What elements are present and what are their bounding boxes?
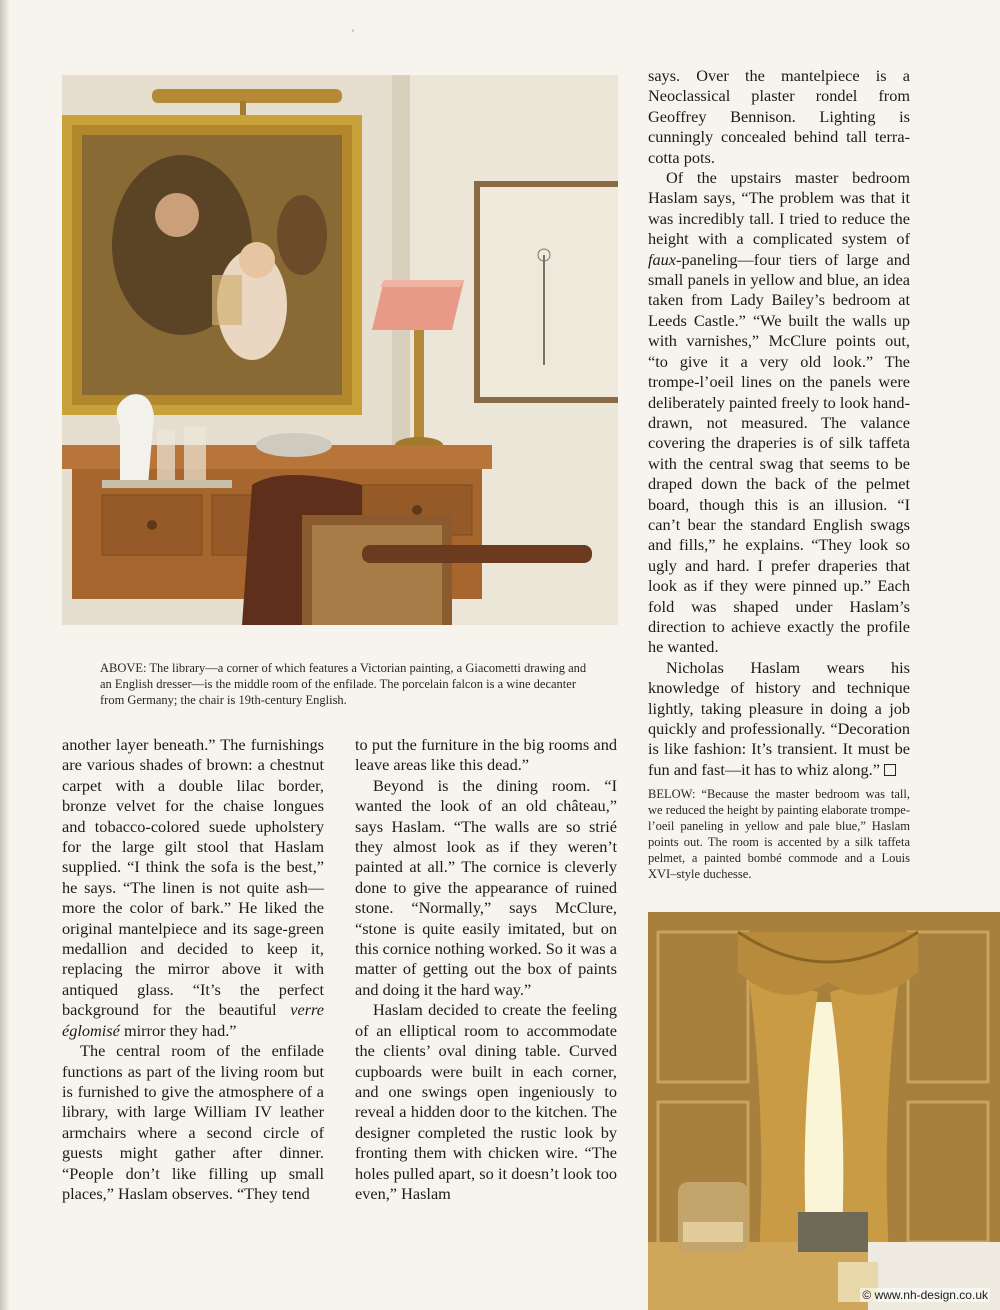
text-column-middle — [355, 735, 617, 1204]
right-paragraph-3 — [648, 658, 910, 780]
text-column-left — [62, 735, 324, 1204]
left-paragraph-1-end: mirror they had.” — [119, 1020, 237, 1040]
library-photo-caption: ABOVE: The library—a corner of which features a Victorian painting, a Giacometti drawing and an English dresser—is the middle room of the enfilade. The porcelain falcon is a wine decanter from Germany; the chair is 19th-century English. — [100, 661, 587, 707]
copyright-watermark: © www.nh-design.co.uk — [862, 1288, 988, 1302]
page-binding-shadow — [0, 0, 10, 1310]
middle-paragraph-3: Haslam decided to create the feeling of an elliptical room to accommodate the clients’ oval dining table. Curved cupboards were built in each corner, and one swings open ingeniously to reveal a hidden door to the kitchen. The designer completed the rustic look by fronting them with chicken wire. “The holes pulled apart, so it doesn’t look too even,” Haslam — [355, 1000, 617, 1203]
bedroom-photo-caption: BELOW: “Because the master bedroom was tall, we reduced the height by painting elaborate trompe-l’oeil paneling in yellow and pale blue,” Haslam points out. The room is accented by a silk taffeta pelmet, a painted bombé commode and a Louis XVI–style duchesse. — [648, 787, 910, 881]
right-paragraph-1: says. Over the mantelpiece is a Neoclassical plaster rondel from Geoffrey Bennison. Lighting is cunningly concealed behind tall terra-cotta pots. — [648, 66, 910, 167]
middle-paragraph-2: Beyond is the dining room. “I wanted the look of an old château,” says Haslam. “The walls are so strié they almost look as if they weren’t painted at all.” The cornice is cleverly done to give the appearance of ruined stone. “Normally,” says McClure, “stone is quite easily imitated, but on this cornice nothing worked. So it was a matter of getting out the box of paints and doing it the hard way.” — [355, 775, 617, 999]
left-paragraph-1 — [62, 735, 324, 1041]
text-column-right — [648, 66, 910, 780]
print-mark: ' — [352, 26, 355, 40]
right-paragraph-2-b: -paneling—four tiers of large and small panels in yellow and blue, an idea taken from Lady Bailey’s bedroom at Leeds Castle.” “We built the walls up with varnishes,” McClure points out, “to give it a very old look.” The trompe-l’oeil lines on the panels were deliberately painted freely to look hand-drawn, not measured. The valance covering the draperies is of silk taffeta with the central swag that seems to be draped down the back of the pelmet board, though this is an illusion. “I can’t bear the standard English swags and fills,” he explains. “They look so ugly and hard. I prefer draperies that look as if they were pinned up.” Each fold was shaped under Haslam’s direction to achieve exactly the profile he wanted. — [648, 249, 910, 657]
library-photo — [62, 75, 618, 625]
middle-paragraph-1: to put the furniture in the big rooms and leave areas like this dead.” — [355, 735, 617, 775]
right-paragraph-2 — [648, 168, 910, 658]
end-of-article-icon — [884, 764, 896, 776]
right-paragraph-3-text: Nicholas Haslam wears his knowledge of history and technique lightly, taking pleasure in doing a job quickly and professionally. “Decoration is like fashion: It’s transient. It must be fun and fast—it has to whiz along.” — [648, 657, 910, 779]
left-paragraph-1-text: another layer beneath.” The furnishings are various shades of brown: a chestnut carpet with a double lilac border, bronze velvet for the chaise longues and tobacco-colored suede upholstery for the large gilt stool that Haslam supplied. “I think the sofa is the best,” he says. “The linen is not quite ash—more the color of bark.” He liked the original mantelpiece and its sage-green medallion and decided to keep it, replacing the mirror above it with antiqued glass. “It’s the perfect background for the beautiful — [62, 735, 324, 1020]
left-paragraph-2: The central room of the enfilade functions as part of the living room but is furnished to give the atmosphere of a library, with large William IV leather armchairs where a second circle of guests might gather after dinner. “People don’t like filling up small places,” Haslam observes. “They tend — [62, 1041, 324, 1203]
left-paragraph-1-italic: verre églomisé — [62, 1000, 325, 1040]
bedroom-photo — [648, 912, 1000, 1310]
right-paragraph-2-a: Of the upstairs master bedroom Haslam says, “The problem was that it was incredibly tall. I tried to reduce the height with a complicated system of — [648, 168, 910, 249]
right-paragraph-2-italic: faux — [648, 249, 677, 269]
